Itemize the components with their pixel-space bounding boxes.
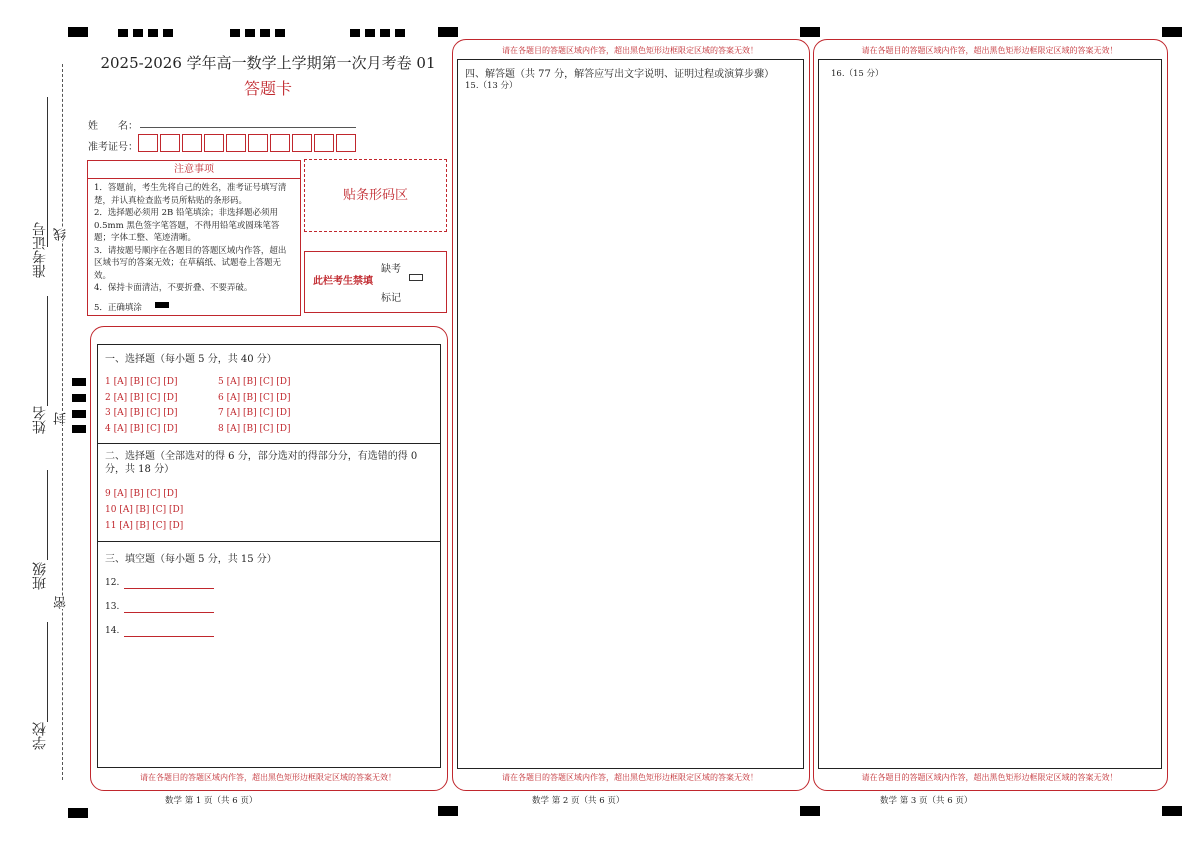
seal-line-char: 线 (54, 228, 69, 241)
section1 (98, 345, 440, 444)
registration-mark (245, 29, 255, 37)
notice-item: 1．答题前，考生先将自己的姓名，准考证号填写清楚，并认真检查监考员所粘贴的条形码。 (94, 183, 287, 206)
sidebar-school-label: 学校 (32, 722, 48, 750)
page2-bottom-warning: 请在各题目的答题区域内作答，超出黑色矩形边框限定区域的答案无效！ (502, 773, 758, 782)
absent-box (304, 251, 447, 313)
page2-answer-frame[interactable] (457, 59, 804, 769)
registration-mark (260, 29, 270, 37)
registration-mark (230, 29, 240, 37)
choice-row[interactable]: 11 [A] [B] [C] [D] (105, 521, 184, 531)
registration-mark (800, 27, 820, 37)
fill-example-mark (155, 302, 169, 308)
page3-bottom-warning: 请在各题目的答题区域内作答，超出黑色矩形边框限定区域的答案无效！ (861, 773, 1118, 782)
fill-blank-line[interactable] (124, 588, 214, 589)
page1-warning: 请在各题目的答题区域内作答，超出黑色矩形边框限定区域的答案无效！ (140, 773, 396, 782)
registration-mark (395, 29, 405, 37)
registration-mark (133, 29, 143, 37)
page3-footer: 数学 第 3 页（共 6 页） (880, 796, 973, 806)
choice-row[interactable]: 9 [A] [B] [C] [D] (105, 489, 178, 499)
choice-row[interactable]: 6 [A] [B] [C] [D] (218, 392, 291, 403)
registration-mark (1162, 806, 1182, 816)
barcode-area (304, 159, 447, 232)
sidebar-class-line (47, 470, 48, 560)
registration-mark (1162, 27, 1182, 37)
name-field[interactable] (140, 127, 356, 128)
registration-mark (148, 29, 158, 37)
question-16-label: 16.（15 分） (831, 69, 884, 79)
barcode-label: 贴条形码区 (342, 188, 408, 203)
fill-blank-line[interactable] (124, 612, 214, 613)
page3-top-warning: 请在各题目的答题区域内作答，超出黑色矩形边框限定区域的答案无效！ (861, 46, 1118, 55)
sidebar-name-line (47, 296, 48, 406)
section4-title: 四、解答题（共 77 分，解答应写出文字说明、证明过程或演算步骤） (465, 69, 775, 80)
absent-label-top: 缺考 (381, 264, 401, 275)
notice-title: 注意事项 (88, 161, 300, 179)
section2-title: 二、选择题（全部选对的得 6 分，部分选对的得部分分，有选错的得 0 分，共 18 分） (105, 451, 418, 475)
page2-top-warning: 请在各题目的答题区域内作答，超出黑色矩形边框限定区域的答案无效！ (502, 46, 758, 55)
fill-blank-label: 13. (105, 602, 120, 612)
registration-mark (163, 29, 173, 37)
page1-footer: 数学 第 1 页（共 6 页） (165, 796, 258, 806)
fill-blank-label: 14. (105, 626, 120, 636)
question-15-label: 15.（13 分） (465, 81, 518, 91)
exam-id-grid[interactable] (138, 134, 358, 152)
registration-mark (380, 29, 390, 37)
exam-id-cell[interactable] (138, 134, 158, 152)
exam-id-cell[interactable] (182, 134, 202, 152)
registration-mark (365, 29, 375, 37)
registration-mark (72, 378, 86, 386)
registration-mark (438, 27, 458, 37)
choice-row[interactable]: 5 [A] [B] [C] [D] (218, 377, 291, 387)
registration-mark (72, 394, 86, 402)
fill-blank-line[interactable] (124, 636, 214, 637)
registration-mark (68, 27, 88, 37)
exam-id-cell[interactable] (336, 134, 356, 152)
section3 (98, 542, 440, 767)
choice-row[interactable]: 8 [A] [B] [C] [D] (218, 423, 291, 434)
forbidden-label: 此栏考生禁填 (313, 276, 373, 287)
answer-sheet-subtitle: 答题卡 (243, 79, 292, 98)
page2-footer: 数学 第 2 页（共 6 页） (532, 796, 625, 806)
notice-item: 2．选择题必须用 2B 铅笔填涂；非选择题必须用 0.5mm 黑色签字笔答题，不得用铅笔或圆珠笔答题；字体工整、笔迹清晰。 (94, 208, 280, 243)
name-label: 姓 名： (88, 121, 138, 132)
seal-secret-char: 密 (54, 596, 69, 609)
exam-id-cell[interactable] (248, 134, 268, 152)
sidebar-school-line (47, 622, 48, 722)
notice-item: 4．保持卡面清洁，不要折叠、不要弄破。 (94, 283, 253, 293)
exam-id-cell[interactable] (270, 134, 290, 152)
registration-mark (68, 808, 88, 818)
registration-mark (350, 29, 360, 37)
sidebar-name-label: 姓名 (32, 406, 48, 434)
exam-id-label: 准考证号： (88, 142, 138, 153)
choice-row[interactable]: 2 [A] [B] [C] [D] (105, 392, 178, 403)
exam-id-cell[interactable] (204, 134, 224, 152)
exam-id-cell[interactable] (314, 134, 334, 152)
registration-mark (275, 29, 285, 37)
seal-seal-char: 封 (54, 412, 69, 425)
sidebar-id-label: 准考证号 (32, 222, 48, 278)
choice-row[interactable]: 7 [A] [B] [C] [D] (218, 408, 291, 418)
exam-id-cell[interactable] (292, 134, 312, 152)
fill-blank-label: 12. (105, 578, 120, 588)
exam-id-cell[interactable] (226, 134, 246, 152)
exam-id-cell[interactable] (160, 134, 180, 152)
page1-answer-frame (97, 344, 441, 768)
absent-label-bottom: 标记 (381, 293, 401, 304)
section2 (98, 444, 440, 542)
registration-mark (72, 425, 86, 433)
notice-item: 3．请按题号顺序在各题目的答题区域内作答，超出区域书写的答案无效；在草稿纸、试题卷上答题无效。 (94, 245, 287, 281)
sidebar-class-label: 班级 (32, 562, 48, 590)
registration-mark (118, 29, 128, 37)
choice-row[interactable]: 1 [A] [B] [C] [D] (105, 377, 178, 387)
page3-answer-frame[interactable] (818, 59, 1162, 769)
absent-checkbox[interactable] (409, 274, 423, 281)
page-title: 2025-2026 学年高一数学上学期第一次月考卷 01 (100, 54, 436, 72)
notice-box (87, 160, 301, 316)
choice-row[interactable]: 10 [A] [B] [C] [D] (105, 505, 184, 515)
registration-mark (800, 806, 820, 816)
choice-row[interactable]: 3 [A] [B] [C] [D] (105, 408, 178, 418)
choice-row[interactable]: 4 [A] [B] [C] [D] (105, 423, 178, 434)
notice-item: 5．正确填涂 (94, 302, 142, 313)
section3-title: 三、填空题（每小题 5 分，共 15 分） (105, 554, 277, 565)
registration-mark (72, 410, 86, 418)
section1-title: 一、选择题（每小题 5 分，共 40 分） (105, 354, 277, 365)
registration-mark (438, 806, 458, 816)
